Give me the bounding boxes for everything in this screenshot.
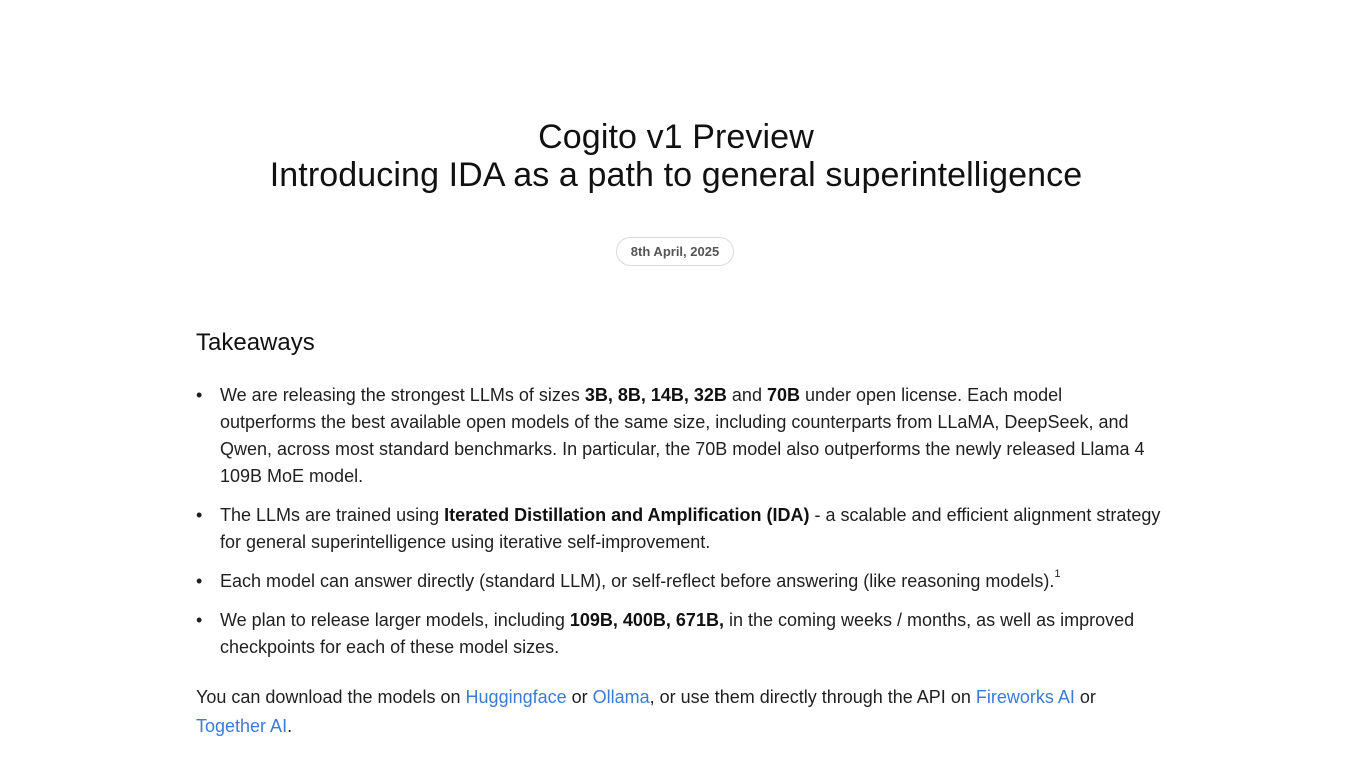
download-text: or [1074,687,1096,707]
title-line-1: Cogito v1 Preview [538,118,814,156]
huggingface-link[interactable]: Huggingface [465,687,567,707]
page-title [0,118,1352,194]
fireworks-ai-link[interactable]: Fireworks AI [975,687,1075,707]
download-text: or [566,687,593,707]
item-text: under open license. Each model outperforms the best available open models of the same size, including counterparts from LLaMA, DeepSeek, and Qwen, across most standard benchmarks. In particular, the 70B model also outperforms the newly released Llama 4 109B MoE model. [220,385,1145,486]
item-text: We plan to release larger models, including [220,610,570,630]
item-text: Each model can answer directly (standard LLM), or self-reflect before answering (like reasoning models). [220,571,1055,591]
bullet-glyph: • [196,385,203,405]
title-line-2: Introducing IDA as a path to general superintelligence [269,156,1083,194]
download-text: You can download the models on [196,687,466,707]
item-text: The LLMs are trained using [220,505,445,525]
hero-header [0,118,1352,194]
together-ai-link[interactable]: Together AI [196,716,288,736]
item-text: We are releasing the strongest LLMs of sizes [220,385,585,405]
list-item [196,568,1161,595]
item-bold: 109B, 400B, 671B, [569,610,724,630]
download-text: , or use them directly through the API on [649,687,976,707]
ollama-link[interactable]: Ollama [592,687,650,707]
bullet-glyph: • [196,571,203,591]
item-bold: Iterated Distillation and Amplification (IDA) [444,505,810,525]
footnote-marker[interactable]: 1 [1054,568,1061,580]
list-item [196,382,1161,490]
bullet-glyph: • [196,610,203,630]
list-item [196,502,1161,556]
download-paragraph [196,683,1161,741]
date-badge: 8th April, 2025 [616,237,734,266]
list-item [196,607,1161,661]
item-text: - a scalable and efficient alignment strategy for general superintelligence using iterative self-improvement. [220,505,1161,552]
takeaways-list [196,382,1161,661]
bullet-glyph: • [196,505,203,525]
item-bold: 70B [766,385,800,405]
article-body [196,326,1161,741]
takeaways-heading: Takeaways [196,329,315,356]
download-text: . [287,716,293,736]
item-bold: 3B, 8B, 14B, 32B [584,385,727,405]
item-text: in the coming weeks / months, as well as improved checkpoints for each of these model sizes. [220,610,1135,657]
item-text: and [726,385,767,405]
